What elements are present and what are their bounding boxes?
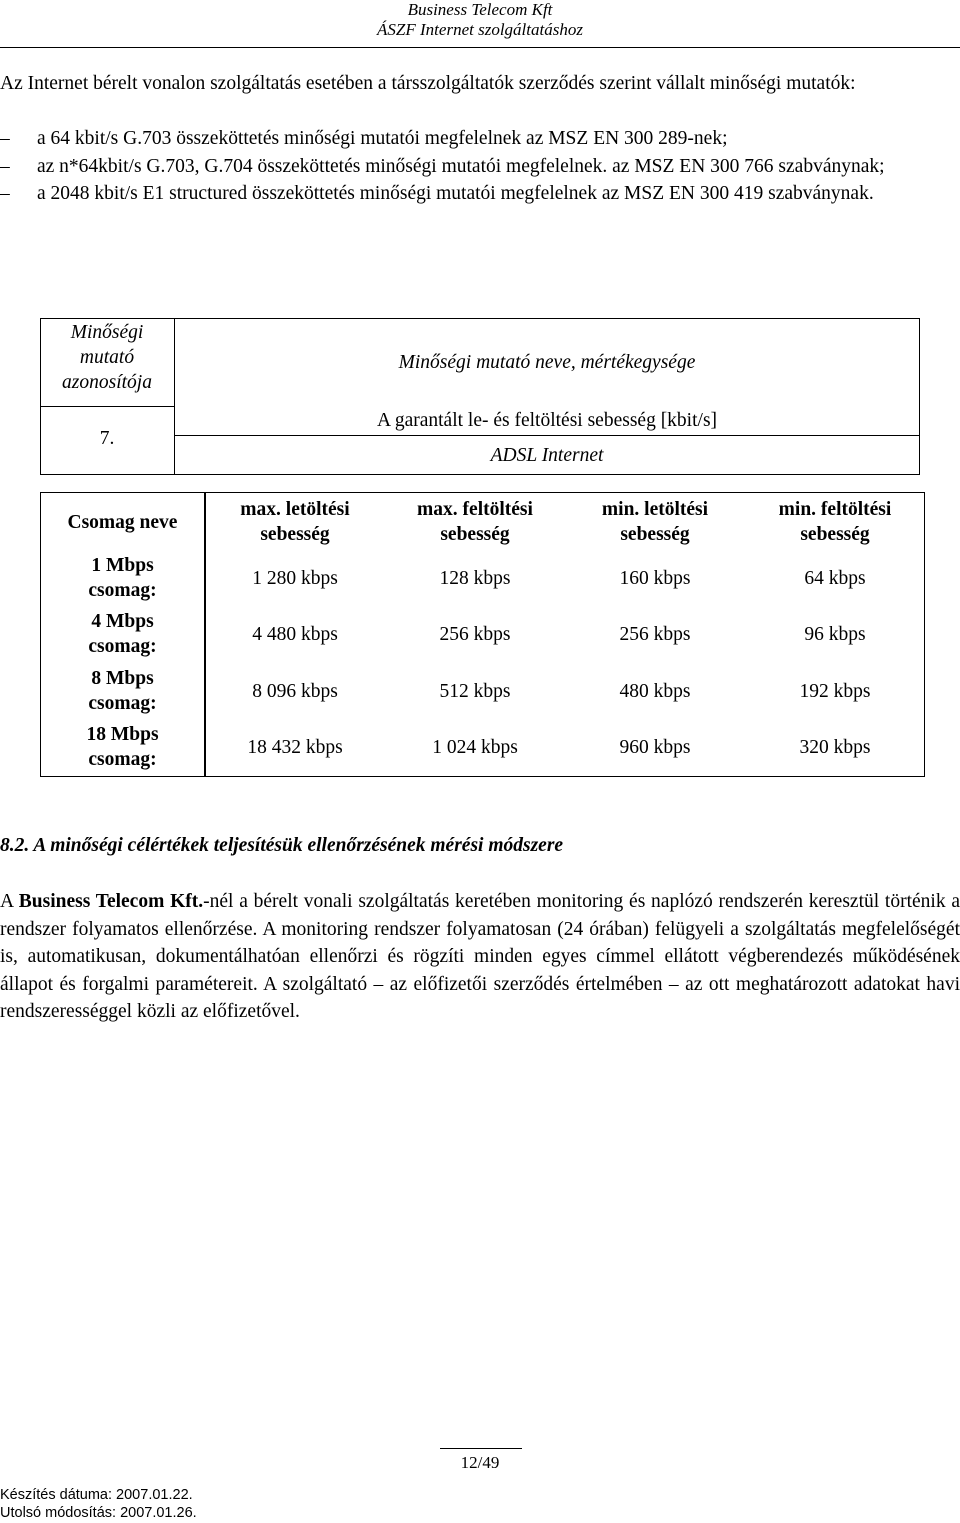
- indicator-id-value: 7.: [99, 428, 115, 449]
- bullet-text: a 64 kbit/s G.703 összeköttetés minőségi mutatói megfelelnek az MSZ EN 300 289-nek;: [37, 128, 728, 149]
- dash-bullet: –: [0, 128, 10, 149]
- table-cell: 256 kbps: [439, 624, 511, 645]
- section-title: 8.2. A minőségi célértékek teljesítésük ellenőrzésének mérési módszere: [0, 835, 564, 856]
- intro-paragraph: Az Internet bérelt vonalon szolgáltatás esetében a társszolgáltatók szerződés szerint vállalt minőségi mutatók:: [0, 73, 856, 94]
- table-cell: 1 280 kbps: [252, 568, 338, 589]
- table-divider: [174, 435, 920, 436]
- column-header: min. letöltési sebesség: [601, 499, 709, 545]
- column-header: max. letöltési sebesség: [240, 499, 350, 545]
- service-name: ADSL Internet: [490, 445, 604, 466]
- company-name: Business Telecom Kft.: [18, 891, 204, 912]
- table-cell: 8 096 kbps: [252, 681, 338, 702]
- package-column-header: Csomag neve: [67, 512, 178, 533]
- table-cell: 64 kbps: [804, 568, 866, 589]
- table-cell: 18 432 kbps: [247, 737, 343, 758]
- table-cell: 960 kbps: [619, 737, 691, 758]
- table-cell: 480 kbps: [619, 681, 691, 702]
- table-cell: 128 kbps: [439, 568, 511, 589]
- table-cell: 192 kbps: [799, 681, 871, 702]
- bullet-text: az n*64kbit/s G.703, G.704 összeköttetés minőségi mutatói megfelelnek. az MSZ EN 300 766 szabványnak;: [37, 155, 885, 177]
- table-row: 8 Mbps csomag:: [88, 668, 157, 714]
- table-cell: 96 kbps: [804, 624, 866, 645]
- table-row: 1 Mbps csomag:: [88, 555, 157, 601]
- section-body: A Business Telecom Kft.-nél a bérelt vonali szolgáltatás keretében monitoring és naplózó rendszerén keresztül történik a rendszer folyamatos ellenőrzése. A monitoring rendszer folyamatosan (24 órában) felügyeli a szolgáltatás megfelelőségét is, automatikusan, dokumentálhatóan ellenőrzi és rögzíti minden egyes címmel ellátott végberendezés működésének állapot és forgalmi paramétereit. A szolgáltató – az előfizetői szerződés értelmében – az ott meghatározott adatokat havi rendszerességgel közli az előfizetővel.: [0, 891, 960, 1022]
- dash-bullet: –: [0, 183, 10, 204]
- table-cell: 4 480 kbps: [252, 624, 338, 645]
- indicator-name-label: Minőségi mutató neve, mértékegysége: [398, 352, 696, 373]
- header-doc-title: ÁSZF Internet szolgáltatáshoz: [377, 20, 583, 39]
- modification-date: Utolsó módosítás: 2007.01.26.: [0, 1505, 197, 1521]
- page-number: 12/49: [460, 1453, 500, 1472]
- header-company: Business Telecom Kft: [407, 0, 553, 19]
- column-header: max. feltöltési sebesség: [417, 499, 533, 545]
- list-item: [0, 153, 960, 181]
- table-cell: 320 kbps: [799, 737, 871, 758]
- table-row: 18 Mbps csomag:: [86, 724, 159, 770]
- list-item: [0, 180, 960, 208]
- bullet-text: a 2048 kbit/s E1 structured összeköttetés minőségi mutatói megfelelnek az MSZ EN 300 419 szabványnak.: [37, 183, 874, 204]
- indicator-id-label: Minőségi mutató azonosítója: [62, 322, 152, 393]
- table-cell: 160 kbps: [619, 568, 691, 589]
- table-cell: 512 kbps: [439, 681, 511, 702]
- column-header: min. feltöltési sebesség: [778, 499, 892, 545]
- bullet-list: [0, 125, 960, 208]
- table-row: 4 Mbps csomag:: [88, 611, 157, 657]
- page-number-rule: [440, 1448, 522, 1449]
- indicator-name-value: A garantált le- és feltöltési sebesség [kbit/s]: [376, 410, 718, 431]
- header-divider: [0, 47, 960, 48]
- list-item: [0, 125, 960, 153]
- dash-bullet: –: [0, 155, 10, 177]
- table-divider: [40, 406, 174, 407]
- creation-date: Készítés dátuma: 2007.01.22.: [0, 1487, 193, 1503]
- table-cell: 256 kbps: [619, 624, 691, 645]
- table-cell: 1 024 kbps: [432, 737, 518, 758]
